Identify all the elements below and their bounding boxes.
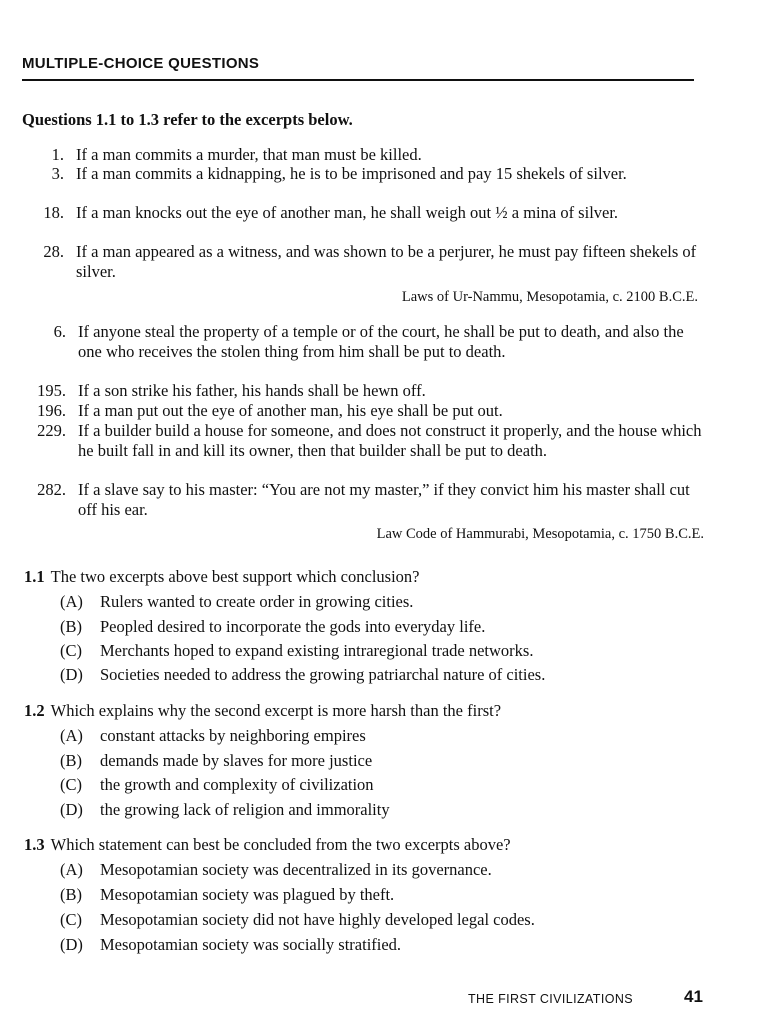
answer-option[interactable] <box>60 726 366 746</box>
option-text: Rulers wanted to create order in growing cities. <box>100 592 414 611</box>
option-text: Mesopotamian society did not have highly developed legal codes. <box>100 910 535 929</box>
option-text: Mesopotamian society was socially stratified. <box>100 935 402 954</box>
law-number: 196. <box>37 401 66 420</box>
law-text: If a son strike his father, his hands shall be hewn off. <box>78 381 426 400</box>
option-text: Societies needed to address the growing patriarchal nature of cities. <box>100 665 546 684</box>
option-text: constant attacks by neighboring empires <box>100 726 366 745</box>
question-text: Which explains why the second excerpt is more harsh than the first? <box>50 701 502 720</box>
law-number: 28. <box>43 242 64 261</box>
option-letter: (C) <box>60 910 82 929</box>
option-letter: (B) <box>60 617 82 636</box>
answer-option[interactable] <box>60 592 413 612</box>
section-heading: MULTIPLE-CHOICE QUESTIONS <box>22 55 260 72</box>
option-letter: (B) <box>60 751 82 770</box>
option-letter: (C) <box>60 775 82 794</box>
answer-option[interactable] <box>60 910 535 930</box>
option-text: Peopled desired to incorporate the gods into everyday life. <box>100 617 486 636</box>
law-text: If a builder build a house for someone, and does not construct it properly, and the house which he built fall in and kill its owner, then that builder shall be put to death. <box>78 421 702 460</box>
questions-intro: Questions 1.1 to 1.3 refer to the excerpts below. <box>22 110 353 129</box>
question-stem <box>24 567 419 587</box>
excerpt-source: Laws of Ur-Nammu, Mesopotamia, c. 2100 B.C.E. <box>401 289 698 305</box>
law-number: 18. <box>43 203 64 222</box>
option-letter: (D) <box>60 800 83 819</box>
law-number: 195. <box>37 381 66 400</box>
question-number: 1.2 <box>24 701 45 720</box>
law-text: If a slave say to his master: “You are not my master,” if they convict him his master shall cut off his ear. <box>78 480 690 519</box>
option-text: Mesopotamian society was plagued by theft. <box>100 885 395 904</box>
law-text: If a man put out the eye of another man, his eye shall be put out. <box>78 401 503 420</box>
question-text: Which statement can best be concluded from the two excerpts above? <box>50 835 511 854</box>
answer-option[interactable] <box>60 665 545 685</box>
law-text: If a man knocks out the eye of another man, he shall weigh out ½ a mina of silver. <box>76 203 619 222</box>
law-text: If a man commits a kidnapping, he is to be imprisoned and pay 15 shekels of silver. <box>76 164 627 183</box>
answer-option[interactable] <box>60 617 485 637</box>
option-letter: (B) <box>60 885 82 904</box>
option-text: demands made by slaves for more justice <box>100 751 373 770</box>
question-text: The two excerpts above best support which conclusion? <box>50 567 420 586</box>
footer-chapter-title: THE FIRST CIVILIZATIONS <box>468 992 634 1006</box>
question-number: 1.1 <box>24 567 45 586</box>
law-text: If a man commits a murder, that man must be killed. <box>76 145 422 164</box>
law-number: 1. <box>51 145 64 164</box>
option-letter: (D) <box>60 665 83 684</box>
option-letter: (A) <box>60 860 83 879</box>
option-letter: (A) <box>60 592 83 611</box>
question-number: 1.3 <box>24 835 45 854</box>
question-stem <box>24 835 511 855</box>
answer-option[interactable] <box>60 775 374 795</box>
answer-option[interactable] <box>60 935 401 955</box>
answer-option[interactable] <box>60 800 390 820</box>
answer-option[interactable] <box>60 641 533 661</box>
option-letter: (D) <box>60 935 83 954</box>
law-number: 3. <box>51 164 64 183</box>
page-number: 41 <box>684 987 703 1006</box>
law-text: If a man appeared as a witness, and was shown to be a perjurer, he must pay fifteen shekels of silver. <box>76 242 697 281</box>
law-number: 229. <box>37 421 66 440</box>
option-text: the growing lack of religion and immorality <box>100 800 390 819</box>
option-letter: (A) <box>60 726 83 745</box>
heading-rule <box>22 79 694 81</box>
answer-option[interactable] <box>60 860 492 880</box>
option-letter: (C) <box>60 641 82 660</box>
option-text: Mesopotamian society was decentralized in its governance. <box>100 860 492 879</box>
law-number: 6. <box>53 322 66 341</box>
excerpt-source: Law Code of Hammurabi, Mesopotamia, c. 1750 B.C.E. <box>376 526 704 542</box>
answer-option[interactable] <box>60 885 394 905</box>
option-text: the growth and complexity of civilization <box>100 775 374 794</box>
law-number: 282. <box>37 480 66 499</box>
question-stem <box>24 701 501 721</box>
option-text: Merchants hoped to expand existing intraregional trade networks. <box>100 641 534 660</box>
law-text: If anyone steal the property of a temple or of the court, he shall be put to death, and also the one who receives the stolen thing from him shall be put to death. <box>78 322 684 361</box>
answer-option[interactable] <box>60 751 372 771</box>
